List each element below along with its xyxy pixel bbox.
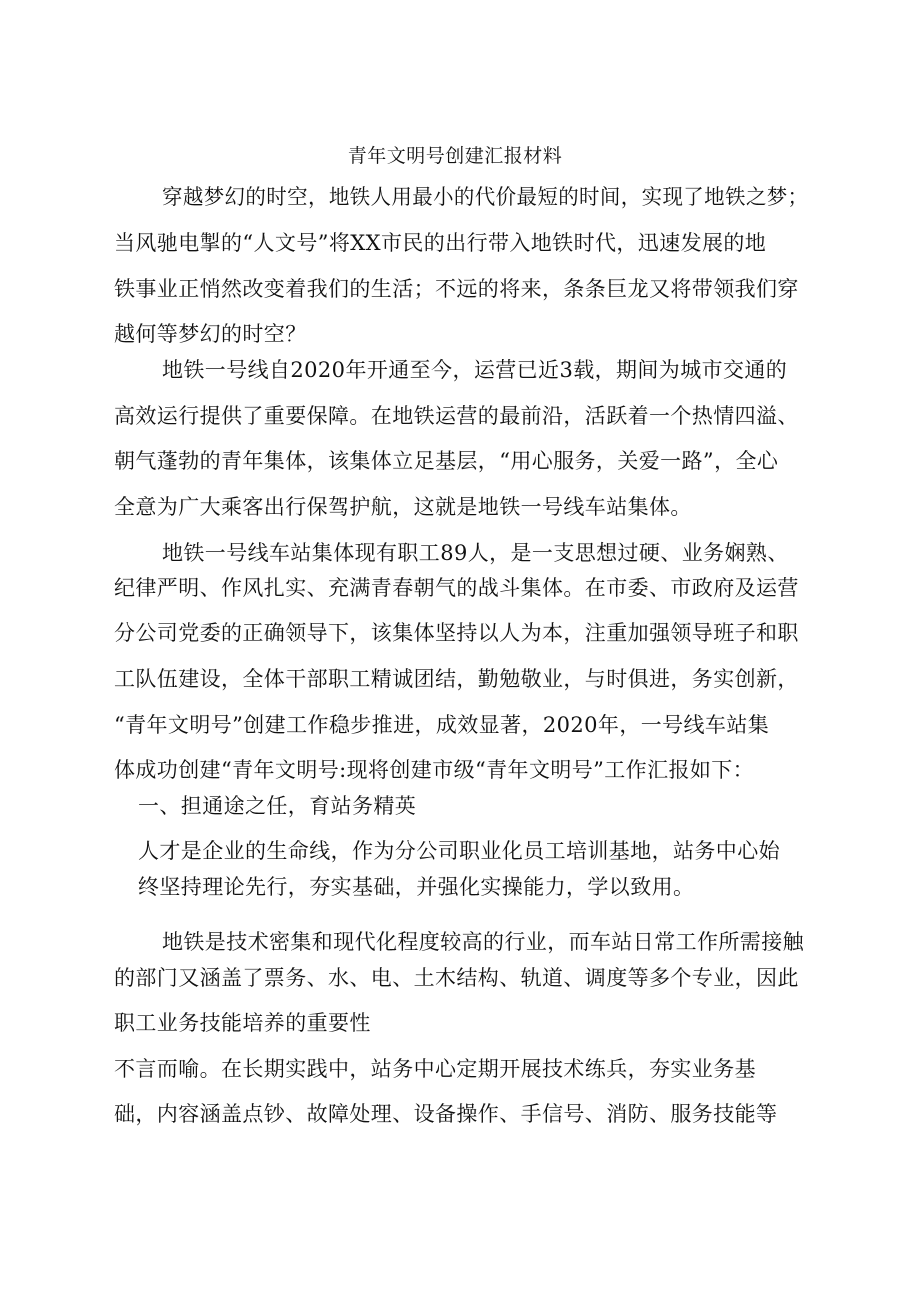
paragraph-line: 全意为广大乘客出行保驾护航，这就是地铁一号线车站集体。 bbox=[114, 495, 692, 519]
paragraph-line: 础，内容涵盖点钞、故障处理、设备操作、手信号、消防、服务技能等 bbox=[114, 1102, 778, 1126]
paragraph-line: 不言而喻。在长期实践中，站务中心定期开展技术练兵，夯实业务基 bbox=[114, 1057, 756, 1081]
paragraph-line: 地铁一号线自2020年开通至今，运营已近3载，期间为城市交通的 bbox=[162, 358, 788, 382]
paragraph-line: 铁事业正悄然改变着我们的生活；不远的将来，条条巨龙又将带领我们穿 bbox=[114, 277, 799, 301]
paragraph-line: 纪律严明、作风扎实、充满青春朝气的战斗集体。在市委、市政府及运营 bbox=[114, 576, 799, 600]
section-heading: 一、担通途之任，育站务精英 bbox=[138, 794, 417, 818]
paragraph-line: 终坚持理论先行，夯实基础，并强化实操能力，学以致用。 bbox=[138, 875, 695, 899]
paragraph-line: 地铁一号线车站集体现有职工89人，是一支思想过硬、业务娴熟、 bbox=[162, 541, 789, 565]
paragraph-line: 职工业务技能培养的重要性 bbox=[114, 1011, 371, 1035]
paragraph-line: 朝气蓬勃的青年集体，该集体立足基层，“用心服务，关爱一路”，全心 bbox=[114, 449, 779, 473]
paragraph-line: 工队伍建设，全体干部职工精诚团结，勤勉敬业，与时俱进，务实创新， bbox=[114, 667, 799, 691]
paragraph-line: 分公司党委的正确领导下，该集体坚持以人为本，注重加强领导班子和职 bbox=[114, 621, 799, 645]
paragraph-line: 人才是企业的生命线，作为分公司职业化员工培训基地，站务中心始 bbox=[138, 839, 780, 863]
paragraph-line: 穿越梦幻的时空，地铁人用最小的代价最短的时间，实现了地铁之梦； bbox=[162, 185, 809, 209]
document-title: 青年文明号创建汇报材料 bbox=[347, 145, 563, 167]
paragraph-line: 地铁是技术密集和现代化程度较高的行业，而车站日常工作所需接触 bbox=[162, 930, 804, 954]
paragraph-line: 的部门又涵盖了票务、水、电、土木结构、轨道、调度等多个专业，因此 bbox=[114, 966, 799, 990]
paragraph-line: 越何等梦幻的时空？ bbox=[114, 322, 307, 346]
paragraph-line: 当风驰电掣的“人文号”将XX市民的出行带入地铁时代，迅速发展的地 bbox=[114, 231, 767, 255]
paragraph-line: 高效运行提供了重要保障。在地铁运营的最前沿，活跃着一个热情四溢、 bbox=[114, 404, 799, 428]
paragraph-line: 体成功创建“青年文明号:现将创建市级“青年文明号”工作汇报如下： bbox=[114, 758, 755, 782]
paragraph-line: “青年文明号”创建工作稳步推进，成效显著，2020年，一号线车站集 bbox=[114, 713, 770, 737]
